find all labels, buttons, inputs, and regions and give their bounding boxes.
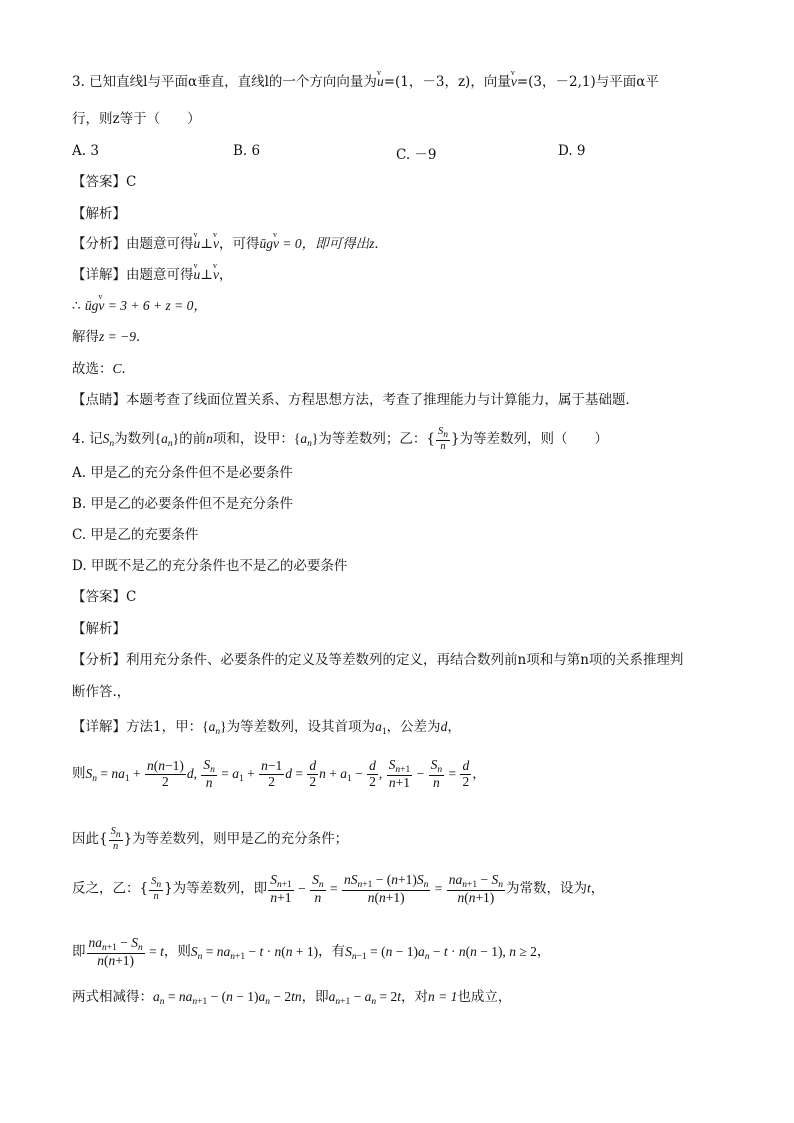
- perp-symbol: ⊥: [200, 236, 213, 252]
- q3-fenxi: [72, 235, 388, 253]
- q3-calc: [72, 297, 207, 315]
- fenxi-label: 【分析】: [72, 236, 126, 252]
- vector-v: v v: [98, 297, 104, 315]
- q4-option-d: D. 甲既不是乙的充分条件也不是乙的必要条件: [72, 558, 348, 574]
- q3-stem-text: 3. 已知直线l与平面α垂直，直线l的一个方向向量为: [72, 74, 377, 90]
- guxuan-text: 故选：: [72, 361, 113, 377]
- therefore-symbol: ∴: [72, 298, 81, 314]
- q4-stem-end: }为等差数列，则（ ）: [450, 431, 609, 447]
- solve-text: 解得: [72, 329, 99, 345]
- formula-sn-minus-1: $S_{n-1} = (n - 1)a_n - t \cdot n(n - 1)$, n ≥ 2: [345, 943, 537, 962]
- liangshi-end: ，对: [400, 989, 428, 1005]
- n-equals-1: n = 1: [427, 989, 458, 1004]
- vector-v-value: =(3，－2,1)与平面α平: [516, 74, 659, 90]
- q4-xiangjie: 【详解】方法1，甲：$\{a_n\}$为等差数列，设其首项为$a_1$，公差为d，: [72, 719, 461, 737]
- ji-mid2: ，有: [318, 943, 346, 960]
- q4-fenxi-line1: [72, 651, 683, 669]
- q3-option-b: B. 6: [233, 143, 261, 159]
- q4-stem-mid4: 为等差数列；乙：{: [318, 431, 435, 447]
- perp-symbol: ⊥: [200, 267, 213, 283]
- solve-eq: z = −9: [99, 329, 136, 344]
- xiangjie-label: 【详解】: [72, 719, 126, 735]
- liangshi-mid: ，即: [301, 989, 329, 1005]
- dianjing-text: 本题考查了线面位置关系、方程思想方法，考查了推理能力与计算能力，属于基础题．: [126, 392, 639, 408]
- q4-stem-mid2: 的前: [179, 431, 207, 447]
- q4-stem-mid3: 项和，设甲：: [212, 431, 294, 447]
- var-z: z: [369, 236, 375, 251]
- q4-stem: 4. 记$S_n$为数列$\{a_n\}$的前n项和，设甲：$\{a_n\}$为等差数列；乙：{ $\frac{S_n}{n}$ }为等差数列，则（ ）: [72, 426, 609, 453]
- fenxi-eq: = 0，即可得出: [278, 236, 370, 251]
- fenxi-text: 由题意可得: [126, 236, 194, 252]
- q3-jiexi: 【解析】: [72, 206, 126, 222]
- dot-product-u: ūg: [259, 236, 273, 251]
- fraction-sn-over-n: $\frac{S_n}{n}$: [110, 826, 121, 853]
- q4-stem-pre: 4. 记: [72, 431, 103, 447]
- solve-end: ．: [135, 329, 150, 345]
- q4-fenxi-line2: 断作答.，: [72, 684, 131, 700]
- xiangjie-text3: ，公差为: [386, 719, 441, 735]
- xiangjie-text: 由题意可得: [126, 267, 194, 283]
- q4-option-c: C. 甲是乙的充要条件: [72, 527, 199, 543]
- fraction-sn-over-n: $\frac{S_n}{n}$: [151, 875, 162, 903]
- q4-option-b: B. 甲是乙的必要条件但不是充分条件: [72, 496, 294, 512]
- vector-v: v v: [213, 235, 219, 253]
- fanzhi-pre: 反之，乙：{: [72, 880, 149, 897]
- yinci-pre: 因此{: [72, 831, 108, 847]
- formula-sn: $S_n = na_1$ + $\frac{n(n-1)}{2}$ d, $\frac{S_n}{n}$ = $a_1$ + $\frac{n-1}{2}$ d = $\frac{d}{2}$ $n + a_1$ − $\frac{d}{2}$ , $\frac{S_{n+1}}{n+1}$ − $\frac{S_n}{n}$ = $\frac{d}{2}$ ，: [85, 757, 486, 791]
- formula-an-diff: $a_{n+1} - a_n = 2t$: [328, 989, 401, 1007]
- vector-u: v u: [194, 235, 201, 253]
- xiangjie-label: 【详解】: [72, 267, 126, 283]
- vector-u: v u: [377, 73, 384, 91]
- q4-jiexi: 【解析】: [72, 621, 126, 637]
- fenxi-mid: ，可得: [218, 236, 260, 252]
- fraction-sn-over-n: $\frac{S_n}{n}$: [437, 426, 448, 453]
- ze-text: 则: [72, 765, 86, 782]
- fanzhi-mid: }为等差数列，即: [164, 880, 268, 897]
- q4-ji: [72, 936, 550, 969]
- q4-answer: 【答案】C: [72, 589, 137, 605]
- calc-eq: = 3 + 6 + z = 0，: [104, 298, 207, 313]
- xiangjie-text1: 方法1，甲：: [126, 719, 203, 735]
- q3-xiangjie: [72, 266, 232, 284]
- yinci-post: }为等差数列，则甲是乙的充分条件；: [123, 831, 349, 847]
- fenxi-text: 利用充分条件、必要条件的定义及等差数列的定义，再结合数列前n项和与第n项的关系推理判: [126, 652, 684, 668]
- formula-difference: $\frac{S_{n+1}}{n+1}$ − $\frac{S_n}{n}$ = $\frac{nS_{n+1} - (n+1)S_n}{n(n+1)}$ = $\frac{na_{n+1} - S_n}{n(n+1)}$: [270, 872, 503, 906]
- ji-mid1: ，则: [163, 943, 191, 960]
- q4-stem-mid1: 为数列: [114, 431, 155, 447]
- fanzhi-comma: ，: [590, 880, 605, 897]
- ji-text: 即: [72, 943, 86, 960]
- vector-u-value: =(1，－3，z)，向量: [383, 74, 511, 90]
- xiangjie-end: ，: [218, 267, 233, 283]
- formula-t: $\frac{na_{n+1} - S_n}{n(n+1)}$ = t: [88, 935, 164, 969]
- q4-liangshi: [72, 988, 511, 1011]
- q3-answer: 【答案】C: [72, 174, 137, 190]
- fenxi-label: 【分析】: [72, 652, 126, 668]
- guxuan-choice: C: [112, 361, 122, 376]
- vector-u: v u: [194, 266, 201, 284]
- q4-yinci: [72, 826, 348, 853]
- liangshi-tail: 也成立，: [457, 989, 512, 1005]
- formula-an: $a_n = na_{n+1} - (n - 1)a_n - 2tn$: [153, 989, 302, 1007]
- xiangjie-text4: ，: [447, 719, 461, 735]
- fanzhi-end: 为常数，设为: [505, 880, 587, 897]
- guxuan-end: ．: [121, 361, 136, 377]
- q3-option-c: C. －9: [396, 147, 437, 163]
- q3-dianjing: [72, 391, 639, 409]
- liangshi-text: 两式相减得：: [72, 989, 153, 1005]
- dot-product-u: ūg: [84, 298, 99, 313]
- fenxi-end: ．: [374, 236, 388, 252]
- xiangjie-text2: 为等差数列，设其首项为: [226, 719, 376, 735]
- formula-sn-t: $S_n = na_{n+1} - t \cdot n(n + 1)$: [190, 943, 319, 962]
- q3-option-a: A. 3: [72, 143, 99, 159]
- var-t: t: [586, 880, 591, 896]
- q4-option-a: A. 甲是乙的充分条件但不是必要条件: [72, 465, 293, 481]
- q3-stem-line2: 行，则z等于（ ）: [72, 111, 201, 127]
- q4-formula-sn: [72, 758, 486, 791]
- vector-v: v v: [213, 266, 219, 284]
- vector-v: v v: [273, 235, 279, 253]
- vector-v: v v: [511, 73, 517, 91]
- ji-end: ，: [536, 943, 551, 960]
- q3-guxuan: [72, 360, 135, 378]
- q3-stem-line1: [72, 73, 659, 91]
- q3-option-d: D. 9: [558, 143, 586, 159]
- q3-solve: [72, 328, 149, 346]
- dianjing-label: 【点睛】: [72, 392, 126, 408]
- q4-fanzhi: [72, 873, 604, 906]
